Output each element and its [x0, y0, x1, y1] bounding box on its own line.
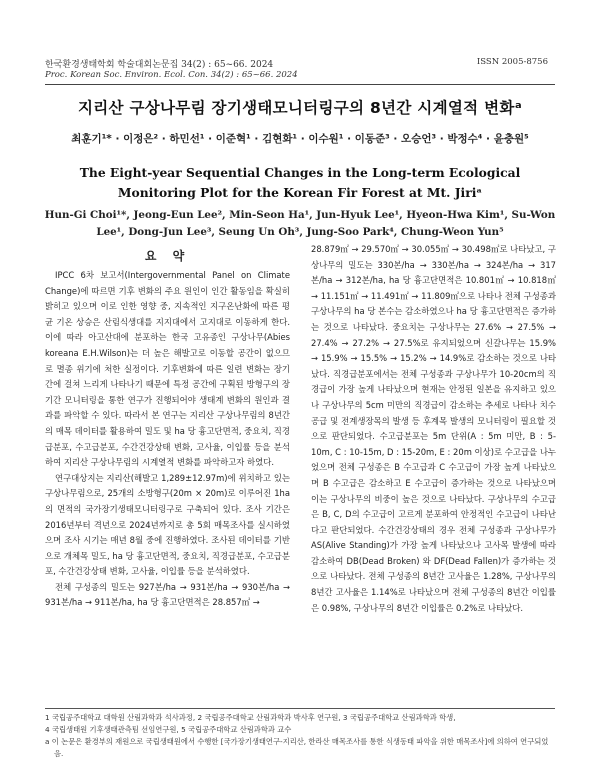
- authors-english: Hun-Gi Choi¹*, Jeong-Eun Lee², Min-Seon Ha¹, Jun-Hyuk Lee¹, Hyeon-Hwa Kim¹, Su-Won Lee¹, Dong-Jun Lee³, Seung Un Oh³, Jung-Soo Park⁴, Chung-Weon Yun⁵: [44, 209, 556, 238]
- footnote-funding: a 이 논문은 환경부의 재원으로 국립생태원에서 수행한 [국가장기생태연구-지리산, 한라산 매목조사를 통한 식생동태 파악을 위한 매목조사]에 의하여 연구되었음.: [45, 737, 549, 758]
- journal-header-english: Proc. Korean Soc. Environ. Ecol. Con. 34(2) : 65~66. 2024: [45, 70, 298, 80]
- footnote-divider: [45, 708, 555, 709]
- footnotes: [45, 712, 557, 760]
- abstract-paragraph: IPCC 6차 보고서(Intergovernmental Panel on Climate Change)에 따르면 기후 변화의 주요 원인이 인간 활동임을 확실히 밝히고 있으며 이로 인한 영향 중, 지속적인 지구온난화에 따른 평균 기온 상승은 산림식생대를 지지대에서 고지대로 이동하게 한다. 이에 따라 아고산대에 분포하는 한국 고유종인 구상나무(Abies koreana E.H.Wilson)는 더 높은 해발고로 이동할 공간이 없으므로 멸종 위기에 처한 실정이다. 기후변화에 따른 일련 변화는 장기간에 걸쳐 느리게 나타나기 때문에 특정 공간에 구획된 방형구의 장기간 모니터링을 통한 연구가 진행되어야 생태계 변화의 원인과 결과를 파악할 수 있다. 따라서 본 연구는 지리산 구상나무림의 8년간의 매목 데이터를 활용하여 밀도 및 ha 당 흉고단면적, 중요치, 직경급분포, 수고급분포, 수간건강상태 변화, 고사율, 이입률 등을 분석하여 지리산 구상나무림의 시계열적 변화를 파악하고자 하였다.: [45, 270, 290, 468]
- header-divider: [45, 84, 555, 85]
- footnote-affiliations-2: 4 국립생태원 기후생태관측팀 선임연구원, 5 국립공주대학교 산림과학과 교수: [45, 725, 292, 734]
- issn-label: ISSN 2005-8756: [476, 57, 548, 67]
- abstract-paragraph: 28.879㎡ → 29.570㎡ → 30.055㎡ → 30.498㎡로 나타났고, 구상나무의 밀도는 330본/ha → 330본/ha → 324본/ha → 317본/ha → 312본/ha, ha 당 흉고단면적은 10.801㎡ → 10.818㎡ → 11.151㎡ → 11.491㎡ → 11.809㎡으로 나타나 전체 구성종과 구상나무의 ha 당 본수는 감소하였으나 ha 당 흉고단면적은 증가하는 것으로 나타났다. 중요치는 구상나무는 27.6% → 27.5% → 27.4% → 27.2% → 27.5%로 유지되었으며 신갈나무는 15.9% → 15.9% → 15.5% → 15.2% → 14.9%로 감소하는 것으로 나타났다. 직경급분포에서는 전체 구성종과 구상나무가 10-20cm의 직경급이 가장 높게 나타났으며 현재는 안정된 일본을 유지하고 있으나 구상나무의 5cm 미만의 직경급이 감소하는 추세로 나타나 치수공급 및 전계생장목의 발생 등 후계목 발생의 모니터링이 필요할 것으로 판단되었다. 수고급분포는 5m 단위(A : 5m 미만, B : 5-10m, C : 10-15m, D : 15-20m, E : 20m 이상)로 수고급을 나누었으며 전체 구성종은 B 수고급과 C 수고급이 가장 높게 나타났으며 B 수고급은 감소하고 E 수고급이 증가하는 것으로 나타났으며 이는 구상나무의 비중이 높은 것으로 나타났다. 구상나무의 수고급은 B, C, D의 수고급이 고르게 분포하여 안정적인 수고급이 나타난다고 판단되었다. 수간건강상태의 경우 전체 구성종과 구상나무가 AS(Alive Standing)가 가장 높게 나타났으나 고사목 발생에 따라 감소하여 DB(Dead Broken) 와 DF(Dead Fallen)가 증가하는 것으로 나타났다. 전체 구성종의 8년간 고사율은 1.28%, 구상나무의 8년간 고사율은 1.14%로 나타났으며 전체 구성종의 8년간 이입률은 0.98%, 구상나무의 8년간 이입률은 0.2%로 나타났다.: [311, 244, 556, 613]
- authors-korean: 최훈기¹* · 이정은² · 하민선¹ · 이준혁¹ · 김현화¹ · 이수원¹ · 이동준³ · 오승언³ · 박정수⁴ · 윤충원⁵: [71, 133, 529, 145]
- abstract-paragraph: 전체 구성종의 밀도는 927본/ha → 931본/ha → 930본/ha → 931본/ha → 911본/ha, ha 당 흉고단면적은 28.857㎡ →: [45, 581, 290, 608]
- paper-title-english: The Eight-year Sequential Changes in the Long-term Ecological Monitoring Plot for the Korean Fir Forest at Mt. Jiriᵃ: [79, 165, 521, 200]
- abstract-left-column: [45, 268, 290, 611]
- paper-title-korean: 지리산 구상나무림 장기생태모니터링구의 8년간 시계열적 변화ᵃ: [77, 99, 523, 117]
- abstract-heading: 요 약: [144, 249, 191, 263]
- footnote-affiliations-1: 1 국립공주대학교 대학원 산림과학과 석사과정, 2 국립공주대학교 산림과학과 박사후 연구원, 3 국립공주대학교 산림과학과 학생,: [45, 713, 456, 722]
- abstract-right-column: [311, 242, 556, 616]
- abstract-paragraph: 연구대상지는 지리산(해발고 1,289±12.97m)에 위치하고 있는 구상나무림으로, 25개의 소방형구(20m × 20m)로 이루어진 1ha의 면적의 국가장기생태모니터링구로 구축되어 있다. 조사 기간은 2016년부터 격년으로 2024년까지로 총 5회 매목조사를 실시하였으며 조사 시기는 매년 8월 중에 진행하였다. 조사된 데이터를 기반으로 개체목 밀도, ha 당 흉고단면적, 중요치, 직경급분포, 수고급분포, 수간건강상태 변화, 고사율, 이입률 등을 분석하였다.: [45, 472, 290, 577]
- journal-header-korean: 한국환경생태학회 학술대회논문집 34(2) : 65~66. 2024: [45, 60, 274, 70]
